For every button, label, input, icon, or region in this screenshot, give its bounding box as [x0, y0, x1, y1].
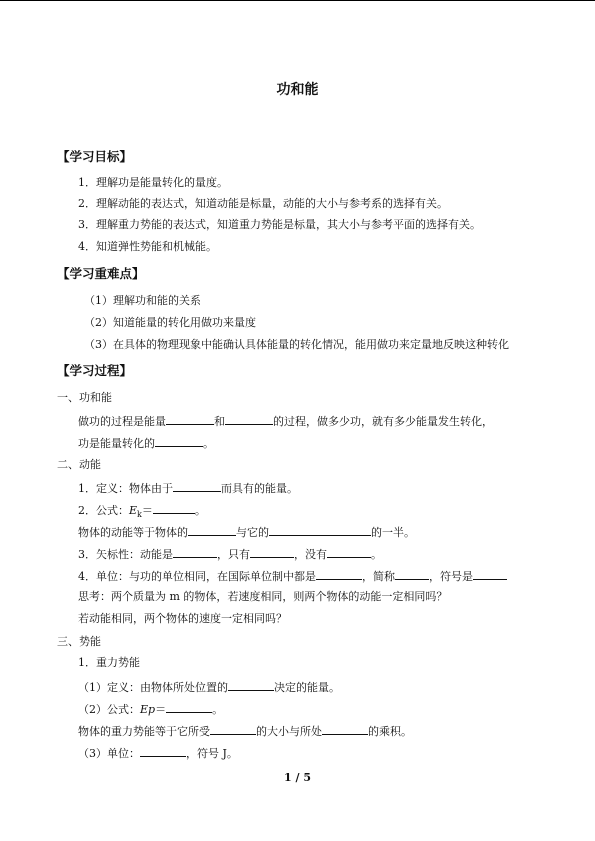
goal-item-2: 2．理解动能的表达式，知道动能是标量，动能的大小与参考系的选择有关。 — [78, 197, 448, 210]
text: 物体的动能等于物体的 — [78, 526, 188, 539]
gravity-subheading: 1．重力势能 — [78, 656, 140, 669]
section-heading-process: 【学习过程】 — [57, 363, 133, 378]
header-rule — [0, 0, 595, 1]
kinetic-definition — [78, 480, 298, 496]
text: 。 — [212, 703, 224, 716]
fill-blank[interactable] — [269, 524, 371, 536]
fill-blank[interactable] — [228, 679, 274, 691]
part2-heading: 二、动能 — [57, 458, 101, 471]
keypoint-item-1: （1）理解功和能的关系 — [84, 294, 201, 307]
text: 。 — [371, 548, 382, 561]
fill-blank[interactable] — [210, 723, 256, 735]
text: 决定的能量。 — [274, 681, 340, 694]
text: 功是能量转化的 — [78, 437, 155, 450]
text: ＝ — [155, 703, 167, 716]
fill-blank[interactable] — [155, 435, 203, 447]
kinetic-unit — [78, 568, 507, 584]
text: 的过程，做多少功，就有多少能量发生转化， — [273, 415, 493, 428]
text: （1）定义：由物体所处位置的 — [78, 681, 228, 694]
part1-line-a — [78, 413, 493, 429]
think-question-2: 若动能相同，两个物体的速度一定相同吗？ — [78, 612, 287, 625]
fill-blank[interactable] — [250, 546, 294, 558]
text: 2．公式： — [78, 504, 129, 517]
fill-blank[interactable] — [166, 413, 214, 425]
text: ，符号 J。 — [186, 747, 238, 760]
fill-blank[interactable] — [316, 568, 362, 580]
keypoint-item-2: （2）知道能量的转化用做功来量度 — [84, 316, 256, 329]
gravity-formula — [78, 701, 223, 717]
goal-item-4: 4．知道弹性势能和机械能。 — [78, 240, 217, 253]
kinetic-expression — [78, 524, 415, 540]
section-heading-goals: 【学习目标】 — [57, 149, 133, 164]
formula-symbol: Ep — [140, 703, 156, 716]
text: 3．矢标性：动能是 — [78, 548, 173, 561]
goal-item-1: 1．理解功是能量转化的量度。 — [78, 176, 228, 189]
text: 的一半。 — [371, 526, 415, 539]
kinetic-scalar — [78, 546, 382, 562]
text: 的大小与所处 — [256, 725, 322, 738]
gravity-unit — [78, 745, 238, 761]
part1-heading: 一、功和能 — [57, 391, 112, 404]
goal-item-3: 3．理解重力势能的表达式，知道重力势能是标量，其大小与参考平面的选择有关。 — [78, 218, 481, 231]
text: （2）公式： — [78, 703, 140, 716]
text: 而具有的能量。 — [221, 482, 298, 495]
fill-blank[interactable] — [322, 723, 368, 735]
kinetic-formula — [78, 502, 206, 522]
text: 和 — [214, 415, 225, 428]
fill-blank[interactable] — [395, 568, 429, 580]
fill-blank[interactable] — [188, 524, 236, 536]
fill-blank[interactable] — [153, 502, 195, 514]
fill-blank[interactable] — [327, 546, 371, 558]
text: 4．单位：与功的单位相同，在国际单位制中都是 — [78, 570, 316, 583]
fill-blank[interactable] — [140, 745, 186, 757]
text: 物体的重力势能等于它所受 — [78, 725, 210, 738]
fill-blank[interactable] — [173, 546, 217, 558]
text: ，符号是 — [429, 570, 473, 583]
text: 的乘积。 — [368, 725, 412, 738]
formula-symbol: E — [129, 504, 138, 517]
fill-blank[interactable] — [173, 480, 221, 492]
text: ＝ — [141, 504, 153, 517]
fill-blank[interactable] — [473, 568, 507, 580]
keypoint-item-3: （3）在具体的物理现象中能确认具体能量的转化情况，能用做功来定量地反映这种转化 — [84, 338, 509, 351]
section-heading-keypoints: 【学习重难点】 — [57, 266, 145, 281]
gravity-expression — [78, 723, 412, 739]
text: 。 — [194, 504, 206, 517]
think-question-1: 思考：两个质量为 m 的物体，若速度相同，则两个物体的动能一定相同吗？ — [78, 590, 448, 603]
gravity-definition — [78, 679, 340, 695]
text: 做功的过程是能量 — [78, 415, 166, 428]
text: ，简称 — [362, 570, 395, 583]
fill-blank[interactable] — [166, 701, 212, 713]
text: 与它的 — [236, 526, 269, 539]
text: 。 — [203, 437, 214, 450]
part1-line-b — [78, 435, 214, 451]
text: ，只有 — [217, 548, 250, 561]
text: ，没有 — [294, 548, 327, 561]
text: （3）单位： — [78, 747, 140, 760]
formula-subscript: k — [137, 510, 142, 520]
page-title: 功和能 — [276, 82, 319, 98]
part3-heading: 三、势能 — [57, 635, 101, 648]
text: 1．定义：物体由于 — [78, 482, 173, 495]
page-number: 1 / 5 — [284, 771, 311, 784]
fill-blank[interactable] — [225, 413, 273, 425]
